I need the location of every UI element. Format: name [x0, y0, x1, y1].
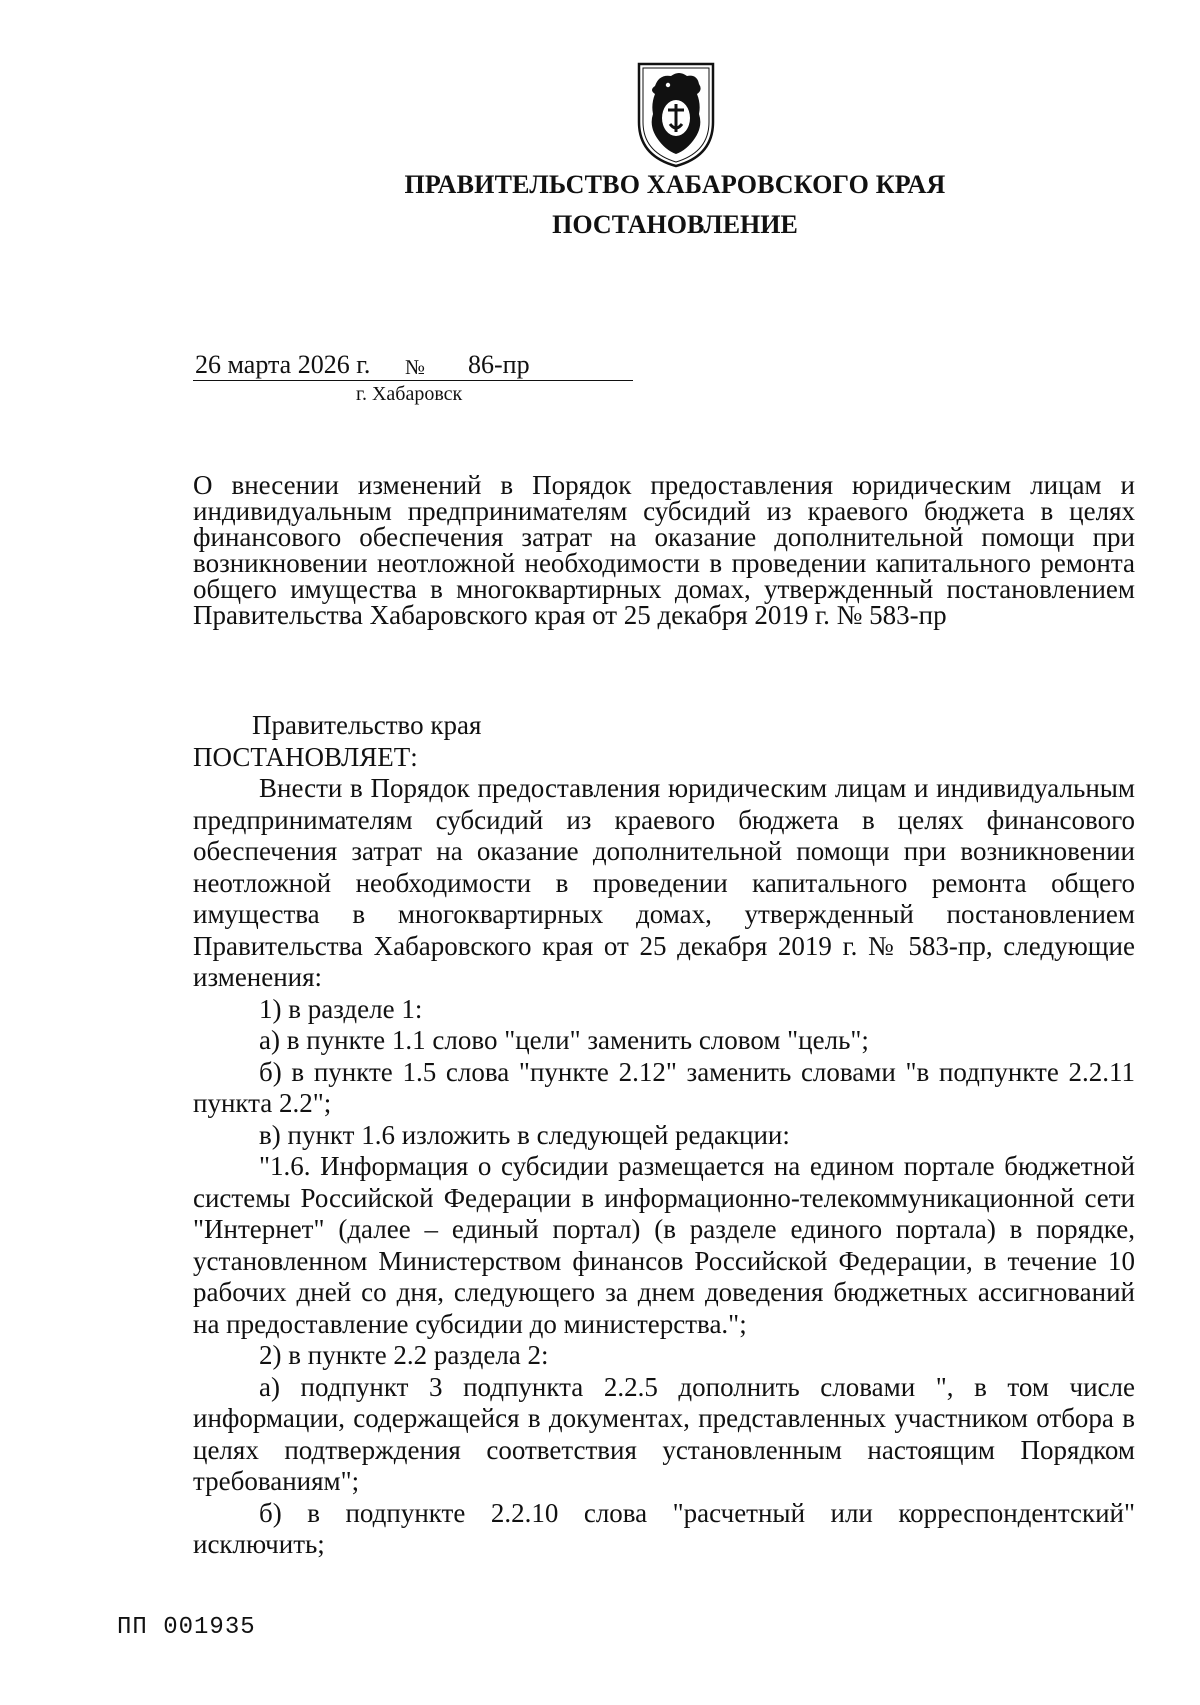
number-sign: №: [405, 355, 426, 379]
paragraph-1-6-quote: "1.6. Информация о субсидии размещается на едином портале бюджетной системы Российской Федерации в информационно-телекоммуникационной сети "Интернет" (далее – единый портал) (в разделе единого портала) в порядке, установленном Министерством финансов Российской Федерации, в течение 10 рабочих дней со дня, следующего за днем доведения бюджетных ассигнований на предоставление субсидии до министерства.";: [193, 1151, 1135, 1339]
paragraph-2b: б) в подпункте 2.2.10 слова "расчетный или корреспондентский" исключить;: [193, 1497, 1135, 1559]
document-type-title: ПОСТАНОВЛЕНИЕ: [552, 210, 798, 239]
document-body: [193, 710, 1135, 1561]
paragraph-2a: а) подпункт 3 подпункта 2.2.5 дополнить словами ", в том числе информации, содержащейся в документах, представленных участником отбора в целях подтверждения соответствия установленным настоящим Порядком требованиям";: [193, 1371, 1135, 1496]
paragraph-1c: в) пункт 1.6 изложить в следующей редакции:: [259, 1119, 790, 1150]
document-date: 26 марта 2026 г.: [195, 350, 371, 379]
date-number-line: [193, 350, 633, 381]
document-number: 86-пр: [468, 350, 530, 379]
government-title: ПРАВИТЕЛЬСТВО ХАБАРОВСКОГО КРАЯ: [404, 170, 946, 199]
khabarovsk-coat-of-arms-bear-icon: [635, 60, 717, 170]
document-city: г. Хабаровск: [356, 383, 463, 405]
paragraph-section-1: 1) в разделе 1:: [259, 993, 423, 1024]
paragraph-1b: б) в пункте 1.5 слова "пункте 2.12" заменить словами "в подпункте 2.2.11 пункта 2.2";: [193, 1056, 1135, 1118]
paragraph-1a: а) в пункте 1.1 слово "цели" заменить словом "цель";: [259, 1025, 869, 1055]
document-subject: О внесении изменений в Порядок предоставления юридическим лицам и индивидуальным предпринимателям субсидий из краевого бюджета в целях финансового обеспечения затрат на оказание дополнительной помощи при возникновении неотложной необходимости в проведении капитального ремонта общего имущества в многоквартирных домах, утвержденный постановлением Правительства Хабаровского края от 25 декабря 2019 г. № 583-пр: [193, 470, 1135, 630]
preamble-government: Правительство края: [252, 710, 482, 740]
form-serial-code: ПП 001935: [117, 1614, 256, 1641]
preamble-resolves: ПОСТАНОВЛЯЕТ:: [193, 741, 418, 772]
paragraph-section-2: 2) в пункте 2.2 раздела 2:: [259, 1340, 549, 1370]
paragraph-intro: Внести в Порядок предоставления юридическим лицам и индивидуальным предпринимателям субсидий из краевого бюджета в целях финансового обеспечения затрат на оказание дополнительной помощи при возникновении неотложной необходимости в проведении капитального ремонта общего имущества в многоквартирных домах, утвержденный постановлением Правительства Хабаровского края от 25 декабря 2019 г. № 583-пр, следующие изменения:: [193, 773, 1135, 992]
